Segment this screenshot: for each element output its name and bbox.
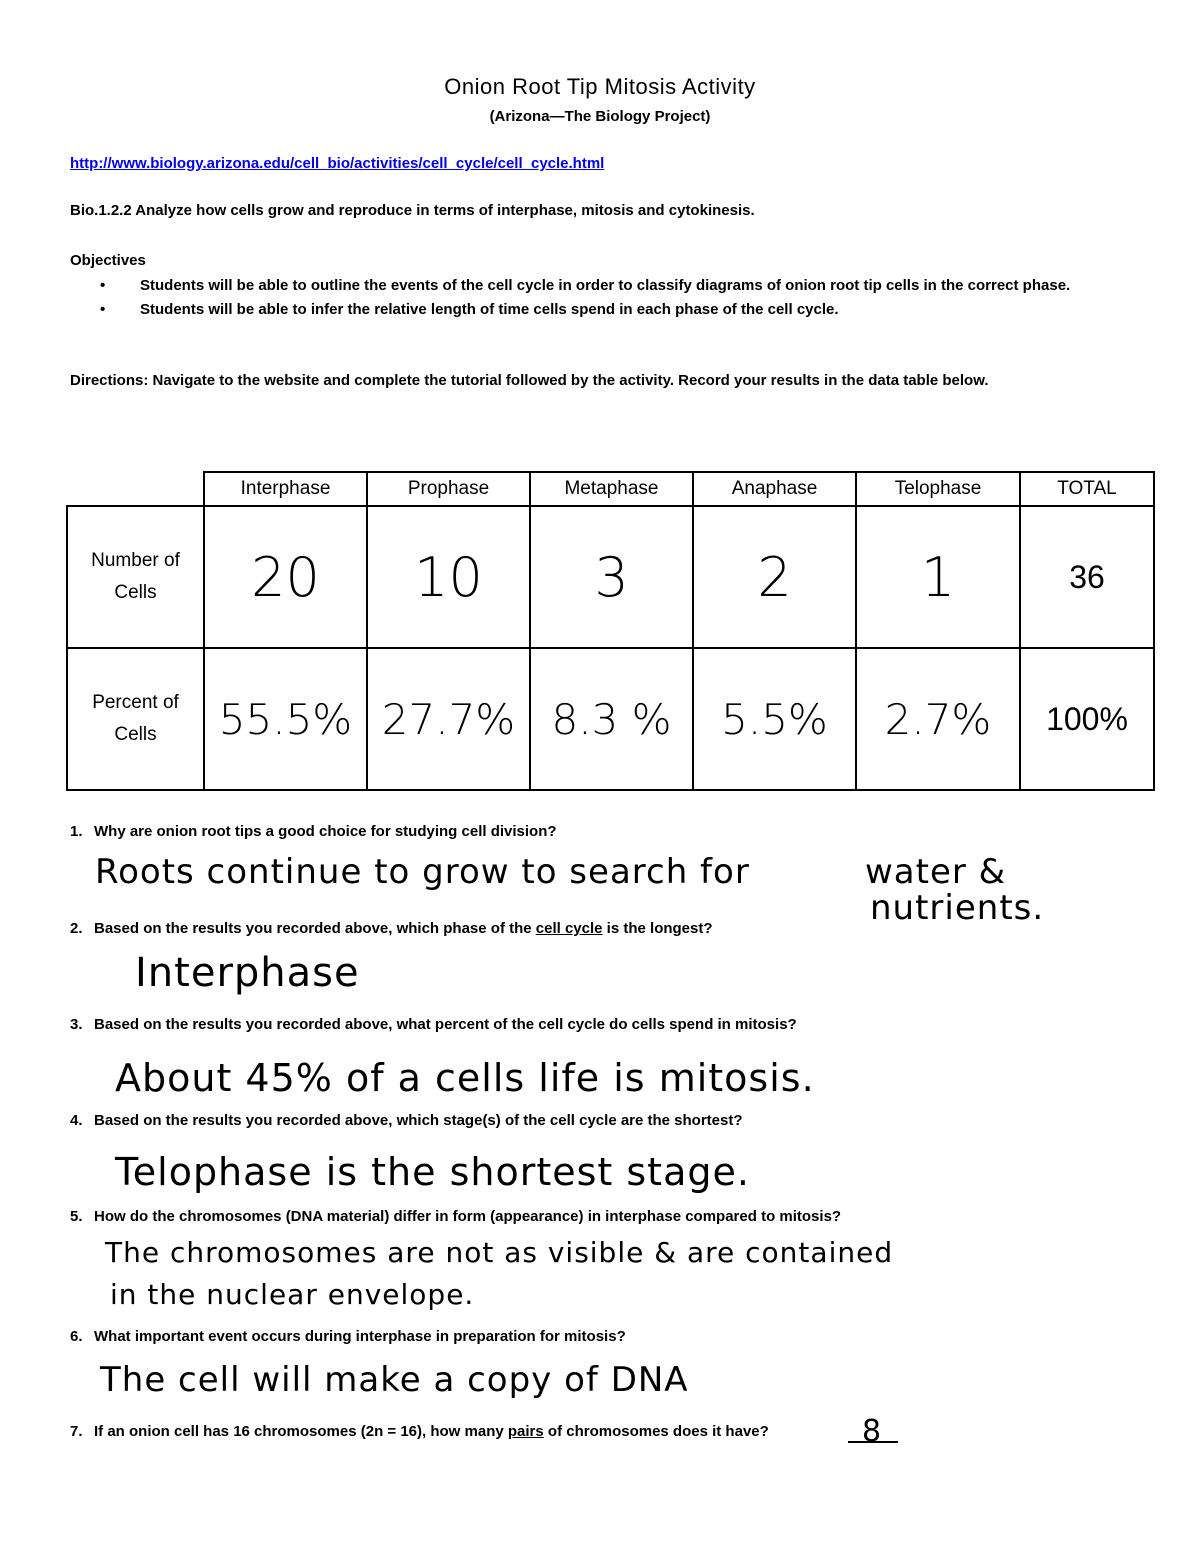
question-1: 1. Why are onion root tips a good choice for studying cell division? xyxy=(70,823,557,840)
answer-1-line2: water & xyxy=(865,852,1007,892)
total-percent: 100% xyxy=(1020,648,1154,790)
row-label: Percent of Cells xyxy=(67,648,204,790)
objective-item: • Students will be able to outline the events of the cell cycle in order to classify diagrams of onion root tip cells in the correct phase. xyxy=(100,274,1130,298)
column-header: TOTAL xyxy=(1020,472,1154,506)
row-label: Number of Cells xyxy=(67,506,204,648)
cell-count-value: 3 xyxy=(530,506,693,648)
total-count: 36 xyxy=(1020,506,1154,648)
page-title: Onion Root Tip Mitosis Activity xyxy=(444,74,756,99)
answer-3: About 45% of a cells life is mitosis. xyxy=(115,1056,815,1100)
data-table xyxy=(66,471,1155,791)
objectives-heading: Objectives xyxy=(70,252,146,269)
answer-6: The cell will make a copy of DNA xyxy=(100,1360,689,1400)
percent-value: 8.3 % xyxy=(530,648,693,790)
objective-item: • Students will be able to infer the relative length of time cells spend in each phase of the cell cycle. xyxy=(100,298,1130,322)
cell-count-value: 10 xyxy=(367,506,530,648)
bullet-icon: • xyxy=(100,301,106,318)
answer-4: Telophase is the shortest stage. xyxy=(115,1150,750,1194)
question-7: 7. If an onion cell has 16 chromosomes (2n = 16), how many pairs of chromosomes does it have? xyxy=(70,1423,769,1440)
answer-5-line2: in the nuclear envelope. xyxy=(110,1278,475,1311)
header-blank-cell xyxy=(67,472,204,506)
percent-value: 27.7% xyxy=(367,648,530,790)
question-3: 3. Based on the results you recorded above, what percent of the cell cycle do cells spend in mitosis? xyxy=(70,1016,797,1033)
percent-value: 55.5% xyxy=(204,648,367,790)
cell-count-value: 2 xyxy=(693,506,856,648)
column-header: Telophase xyxy=(856,472,1020,506)
answer-1: Roots continue to grow to search for xyxy=(95,852,750,892)
column-header: Prophase xyxy=(367,472,530,506)
answer-5: The chromosomes are not as visible & are contained xyxy=(105,1236,894,1269)
table-row xyxy=(67,506,1154,648)
directions-text: Directions: Navigate to the website and complete the tutorial followed by the activity. Record your results in the data table below. xyxy=(70,372,989,389)
question-6: 6. What important event occurs during interphase in preparation for mitosis? xyxy=(70,1328,626,1345)
cell-count-value: 20 xyxy=(204,506,367,648)
column-header: Interphase xyxy=(204,472,367,506)
standard-text: Bio.1.2.2 Analyze how cells grow and reproduce in terms of interphase, mitosis and cytokinesis. xyxy=(70,202,755,219)
cell-count-value: 1 xyxy=(856,506,1020,648)
percent-value: 5.5% xyxy=(693,648,856,790)
table-row xyxy=(67,648,1154,790)
answer-2: Interphase xyxy=(135,950,360,996)
question-2: 2. Based on the results you recorded above, which phase of the cell cycle is the longest? xyxy=(70,920,713,937)
objectives-list xyxy=(100,274,1130,322)
table-header-row xyxy=(67,472,1154,506)
question-5: 5. How do the chromosomes (DNA material) differ in form (appearance) in interphase compared to mitosis? xyxy=(70,1208,842,1225)
percent-value: 2.7% xyxy=(856,648,1020,790)
column-header: Metaphase xyxy=(530,472,693,506)
bullet-icon: • xyxy=(100,277,106,294)
website-link[interactable]: http://www.biology.arizona.edu/cell_bio/activities/cell_cycle/cell_cycle.html xyxy=(70,155,605,172)
answer-1-line3: nutrients. xyxy=(870,888,1045,928)
page-subtitle: (Arizona—The Biology Project) xyxy=(489,108,711,125)
question-4: 4. Based on the results you recorded above, which stage(s) of the cell cycle are the shortest? xyxy=(70,1112,743,1129)
answer-7: 8 xyxy=(862,1414,883,1449)
column-header: Anaphase xyxy=(693,472,856,506)
